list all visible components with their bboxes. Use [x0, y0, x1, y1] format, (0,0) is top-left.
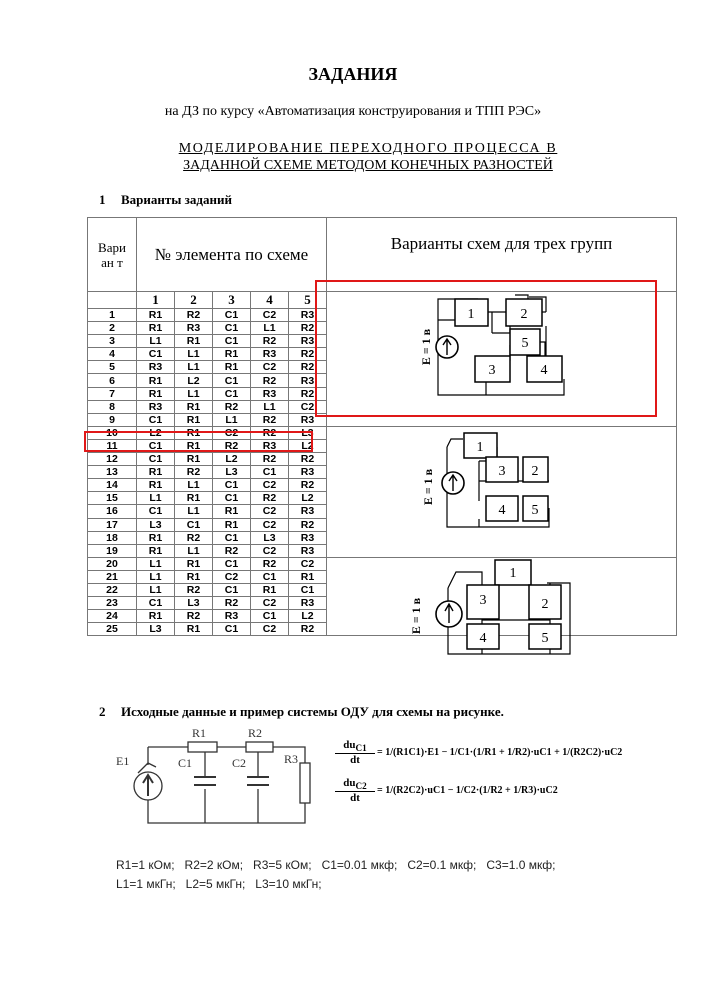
section-2-number: 2	[99, 704, 106, 719]
element-cell: R1	[175, 492, 213, 505]
header-variant: Вари ан т	[88, 218, 137, 292]
scheme-1-diagram	[320, 285, 650, 413]
element-cell: C2	[213, 426, 251, 439]
eq1-rhs: = 1/(R1C1)·E1 − 1/C1·(1/R1 + 1/R2)·uC1 + 1/(R2C2)·uC2	[377, 747, 623, 758]
section-1-number: 1	[99, 192, 106, 207]
variant-number: 1	[88, 309, 137, 322]
circuit-label: R2	[248, 726, 263, 740]
element-cell: L1	[175, 348, 213, 361]
header-elements: № элемента по схеме	[137, 218, 327, 292]
element-cell: R1	[175, 557, 213, 570]
element-cell: R2	[251, 335, 289, 348]
element-cell: R1	[137, 309, 175, 322]
element-cell: R3	[251, 348, 289, 361]
element-cell: C1	[213, 557, 251, 570]
variant-number: 21	[88, 570, 137, 583]
element-cell: L1	[175, 479, 213, 492]
col-num: 1	[137, 292, 175, 309]
element-cell: R2	[251, 426, 289, 439]
variant-number: 20	[88, 557, 137, 570]
element-cell: C1	[251, 466, 289, 479]
element-cell: C1	[213, 374, 251, 387]
element-cell: R2	[289, 479, 327, 492]
element-cell: C2	[289, 557, 327, 570]
element-cell: L3	[289, 426, 327, 439]
element-cell: R3	[251, 387, 289, 400]
topic-line-2: ЗАДАННОЙ СХЕМЕ МЕТОДОМ КОНЕЧНЫХ РАЗНОСТЕЙ	[183, 158, 553, 173]
section-2-title: Исходные данные и пример системы ОДУ для схемы на рисунке.	[121, 704, 504, 719]
variant-number: 7	[88, 387, 137, 400]
element-cell: C1	[137, 597, 175, 610]
element-cell: R3	[289, 544, 327, 557]
element-cell: C2	[289, 400, 327, 413]
params-line-2: L1=1 мкГн; L2=5 мкГн; L3=10 мкГн;	[116, 877, 322, 891]
highlight-row-10	[84, 431, 313, 452]
eq2-rhs: = 1/(R2C2)·uC1 − 1/C2·(1/R2 + 1/R3)·uC2	[377, 785, 558, 796]
eq2-lhs-den: dt	[350, 792, 360, 805]
eq1-lhs-num: du	[343, 739, 356, 751]
section-1-title: Варианты заданий	[121, 192, 232, 207]
element-cell: R2	[213, 597, 251, 610]
element-cell: C2	[251, 479, 289, 492]
element-cell: R2	[213, 439, 251, 452]
source-label: E = 1 в	[421, 468, 435, 506]
element-cell: C1	[137, 453, 175, 466]
element-cell: R1	[175, 570, 213, 583]
element-cell: C1	[213, 387, 251, 400]
variant-number: 14	[88, 479, 137, 492]
element-cell: L1	[175, 505, 213, 518]
element-cell: R2	[289, 387, 327, 400]
params-line-1: R1=1 кОм; R2=2 кОм; R3=5 кОм; C1=0.01 мкф; C2=0.1 мкф; C3=1.0 мкф;	[116, 858, 556, 872]
element-cell: C2	[251, 544, 289, 557]
element-cell: L3	[251, 531, 289, 544]
variant-number: 10	[88, 426, 137, 439]
element-cell: R1	[175, 623, 213, 636]
variant-number: 11	[88, 439, 137, 452]
variant-number: 9	[88, 413, 137, 426]
block-label: 5	[531, 503, 539, 518]
ode-system	[335, 737, 635, 807]
source-label: E = 1 в	[419, 328, 433, 366]
element-cell: R1	[289, 570, 327, 583]
variant-number: 24	[88, 610, 137, 623]
block-label: 3	[479, 593, 487, 608]
element-cell: L1	[175, 387, 213, 400]
col-num: 2	[175, 292, 213, 309]
element-cell: R3	[175, 322, 213, 335]
element-cell: R3	[137, 361, 175, 374]
element-cell: C1	[213, 623, 251, 636]
element-cell: C1	[251, 610, 289, 623]
scheme-3-diagram	[320, 550, 650, 670]
element-cell: R2	[213, 544, 251, 557]
circuit-label: R1	[192, 726, 207, 740]
circuit-label: E1	[116, 754, 130, 768]
element-cell: L1	[137, 557, 175, 570]
element-cell: R2	[175, 583, 213, 596]
element-cell: L3	[137, 623, 175, 636]
circuit-label: C2	[232, 756, 247, 770]
element-cell: L2	[175, 374, 213, 387]
element-cell: R1	[137, 374, 175, 387]
page-title: ЗАДАНИЯ	[308, 64, 398, 84]
element-cell: R2	[175, 531, 213, 544]
variant-number: 16	[88, 505, 137, 518]
eq2-lhs	[335, 777, 375, 804]
variant-number: 18	[88, 531, 137, 544]
element-cell: C1	[213, 322, 251, 335]
element-cell: C1	[213, 531, 251, 544]
element-cell: R2	[289, 623, 327, 636]
element-cell: C2	[251, 518, 289, 531]
element-cell: L1	[213, 413, 251, 426]
element-cell: R2	[175, 466, 213, 479]
element-cell: R1	[137, 610, 175, 623]
element-cell: L3	[175, 597, 213, 610]
element-cell: R2	[289, 322, 327, 335]
section-2-heading	[99, 704, 504, 720]
block-label: 1	[476, 440, 484, 455]
element-cell: R1	[137, 322, 175, 335]
variant-number: 15	[88, 492, 137, 505]
block-label: 1	[467, 307, 475, 322]
element-cell: R3	[213, 610, 251, 623]
element-cell: R3	[289, 335, 327, 348]
element-cell: C1	[213, 492, 251, 505]
block-label: 5	[521, 336, 529, 351]
element-cell: L3	[137, 518, 175, 531]
element-cell: C1	[137, 505, 175, 518]
element-cell: L1	[137, 583, 175, 596]
element-cell: R2	[251, 374, 289, 387]
element-cell: L1	[251, 322, 289, 335]
block-label: 2	[520, 307, 528, 322]
example-circuit	[108, 725, 323, 840]
eq1-lhs-sub: C1	[355, 743, 367, 754]
element-cell: C2	[213, 570, 251, 583]
element-cell: R2	[289, 453, 327, 466]
element-cell: R2	[289, 361, 327, 374]
element-cell: C2	[251, 309, 289, 322]
block-label: 3	[498, 464, 506, 479]
block-label: 2	[531, 464, 539, 479]
element-cell: L1	[137, 492, 175, 505]
scheme-2-diagram	[320, 425, 650, 543]
assignment-topic	[0, 140, 706, 174]
element-cell: R1	[251, 583, 289, 596]
variant-number: 6	[88, 374, 137, 387]
element-cell: R1	[137, 544, 175, 557]
element-cell: C2	[251, 597, 289, 610]
element-cell: R1	[175, 439, 213, 452]
eq2-lhs-sub: C2	[355, 781, 367, 792]
element-cell: R1	[175, 400, 213, 413]
block-label: 2	[541, 597, 549, 612]
element-cell: C1	[137, 348, 175, 361]
eq1-lhs	[335, 739, 375, 766]
element-cell: R1	[213, 348, 251, 361]
element-cell: R3	[251, 439, 289, 452]
block-label: 4	[479, 631, 487, 646]
block-label: 1	[509, 566, 517, 581]
element-cell: R2	[175, 610, 213, 623]
variant-number: 12	[88, 453, 137, 466]
col-num: 5	[289, 292, 327, 309]
variant-number: 23	[88, 597, 137, 610]
element-cell: C1	[289, 583, 327, 596]
element-cell: R1	[213, 518, 251, 531]
element-cell: R1	[175, 453, 213, 466]
element-cell: L2	[289, 492, 327, 505]
element-cell: L2	[289, 439, 327, 452]
eq2-lhs-num: du	[343, 777, 356, 789]
element-cell: C1	[213, 479, 251, 492]
circuit-label: R3	[284, 752, 299, 766]
element-cell: C1	[213, 583, 251, 596]
element-cell: R2	[175, 309, 213, 322]
element-cell: R2	[251, 492, 289, 505]
element-cell: L1	[175, 544, 213, 557]
col-num: 3	[213, 292, 251, 309]
element-cell: R2	[251, 413, 289, 426]
variant-number: 22	[88, 583, 137, 596]
variant-number: 13	[88, 466, 137, 479]
element-cell: R2	[251, 557, 289, 570]
element-cell: C2	[251, 505, 289, 518]
variant-number: 17	[88, 518, 137, 531]
element-cell: C1	[175, 518, 213, 531]
element-cell: L2	[289, 610, 327, 623]
block-label: 5	[541, 631, 549, 646]
col-num: 4	[251, 292, 289, 309]
course-subtitle: на ДЗ по курсу «Автоматизация конструирования и ТПП РЭС»	[164, 104, 542, 119]
element-cell: R2	[289, 348, 327, 361]
source-label: E = 1 в	[409, 597, 423, 635]
element-cell: R2	[289, 518, 327, 531]
element-cell: R1	[175, 335, 213, 348]
variant-number: 19	[88, 544, 137, 557]
element-cell: R3	[289, 597, 327, 610]
element-cell: L2	[137, 426, 175, 439]
element-cell: C1	[137, 413, 175, 426]
element-cell: R1	[175, 413, 213, 426]
element-cell: R3	[137, 400, 175, 413]
element-cell: L1	[137, 570, 175, 583]
element-cell: R1	[175, 426, 213, 439]
element-cell: C1	[251, 570, 289, 583]
variant-number: 2	[88, 322, 137, 335]
element-cell: R3	[289, 466, 327, 479]
block-label: 3	[488, 363, 496, 378]
variant-number: 8	[88, 400, 137, 413]
element-cell: L2	[213, 453, 251, 466]
element-cell: C1	[213, 335, 251, 348]
element-cell: C1	[213, 309, 251, 322]
variant-number: 3	[88, 335, 137, 348]
eq1-lhs-den: dt	[350, 754, 360, 767]
element-cell: R1	[137, 531, 175, 544]
element-cell: R1	[137, 479, 175, 492]
circuit-label: C1	[178, 756, 193, 770]
variant-number: 25	[88, 623, 137, 636]
element-cell: L1	[175, 361, 213, 374]
element-cell: R2	[213, 400, 251, 413]
element-cell: R3	[289, 374, 327, 387]
element-cell: R1	[213, 361, 251, 374]
element-cell: R3	[289, 531, 327, 544]
topic-line-1: МОДЕЛИРОВАНИЕ ПЕРЕХОДНОГО ПРОЦЕССА В	[178, 141, 558, 156]
element-cell: R3	[289, 309, 327, 322]
variant-number: 5	[88, 361, 137, 374]
element-cell: L1	[137, 335, 175, 348]
block-label: 4	[498, 503, 506, 518]
block-label: 4	[540, 363, 548, 378]
element-cell: R2	[251, 453, 289, 466]
element-cell: C1	[137, 439, 175, 452]
section-1-heading	[99, 192, 232, 208]
element-cell: L1	[251, 400, 289, 413]
element-cell: C2	[251, 623, 289, 636]
header-schemes: Варианты схем для трех групп	[327, 218, 677, 292]
element-cell: R3	[289, 505, 327, 518]
element-cell: C2	[251, 361, 289, 374]
element-cell: R3	[289, 413, 327, 426]
element-cell: R1	[137, 466, 175, 479]
element-cell: R1	[213, 505, 251, 518]
variant-number: 4	[88, 348, 137, 361]
element-cell: R1	[137, 387, 175, 400]
element-cell: L3	[213, 466, 251, 479]
